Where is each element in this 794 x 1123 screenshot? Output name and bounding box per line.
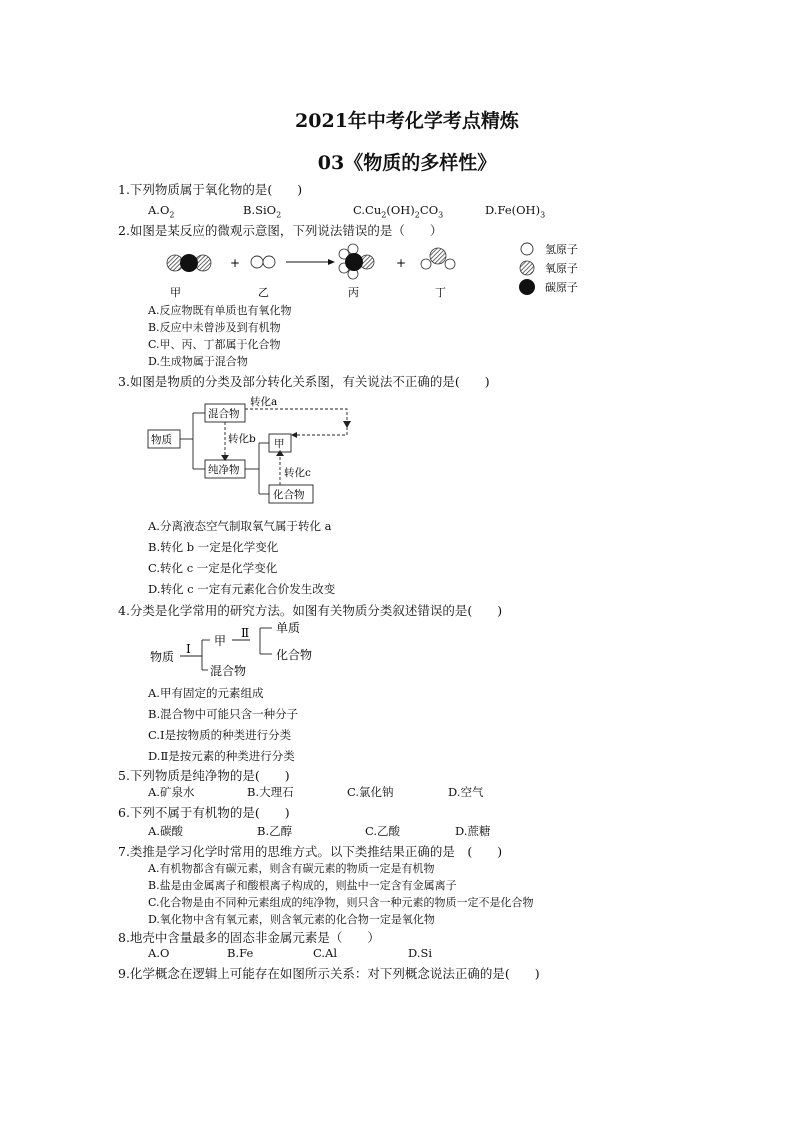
question-8-stem: 8.地壳中含量最多的固态非金属元素是（ ） bbox=[118, 930, 380, 945]
label-yi: 乙 bbox=[258, 286, 269, 299]
q4-option-d: D.Ⅱ是按元素的种类进行分类 bbox=[148, 749, 295, 763]
question-9-stem: 9.化学概念在逻辑上可能存在如图所示关系：对下列概念说法正确的是( ) bbox=[118, 966, 540, 981]
page-title: 2021年中考化学考点精炼 bbox=[295, 110, 519, 132]
q5-option-a: A.矿泉水 bbox=[148, 785, 195, 799]
box-mixture: 混合物 bbox=[208, 408, 240, 420]
q1-option-b: B.SiO$_2$ bbox=[243, 203, 282, 220]
q6-option-b: B.乙醇 bbox=[257, 824, 293, 838]
q3-option-c: C.转化 c 一定是化学变化 bbox=[148, 561, 278, 575]
q8-option-a: A.O bbox=[148, 946, 170, 960]
q5-option-c: C.氯化钠 bbox=[347, 785, 394, 799]
q6-option-d: D.蔗糖 bbox=[455, 824, 491, 838]
q8-option-b: B.Fe bbox=[227, 946, 254, 960]
label-bing: 丙 bbox=[348, 286, 359, 299]
molecule-ding bbox=[421, 248, 455, 269]
question-3-stem: 3.如图是物质的分类及部分转化关系图，有关说法不正确的是( ) bbox=[118, 374, 490, 389]
box-jia: 甲 bbox=[274, 438, 285, 450]
tree-label-ii: Ⅱ bbox=[241, 626, 250, 640]
q2-option-b: B.反应中未曾涉及到有机物 bbox=[148, 321, 281, 334]
tree-mixture: 混合物 bbox=[210, 664, 247, 678]
molecule-jia bbox=[167, 254, 211, 272]
q2-option-c: C.甲、丙、丁都属于化合物 bbox=[148, 338, 281, 351]
box-compound: 化合物 bbox=[273, 489, 305, 501]
reaction-arrow bbox=[328, 259, 335, 265]
oxygen-legend-icon bbox=[520, 261, 534, 275]
hydrogen-legend-icon bbox=[521, 243, 533, 255]
question-5-stem: 5.下列物质是纯净物的是( ) bbox=[118, 768, 290, 783]
classification-conversion-diagram bbox=[145, 392, 375, 512]
molecule-bing bbox=[339, 244, 374, 279]
plus-sign: + bbox=[230, 256, 241, 270]
q3-option-d: D.转化 c 一定有元素化合价发生改变 bbox=[148, 582, 336, 596]
plus-sign: + bbox=[396, 256, 407, 270]
q7-option-a: A.有机物都含有碳元素，则含有碳元素的物质一定是有机物 bbox=[148, 862, 435, 875]
q8-option-c: C.Al bbox=[313, 946, 338, 960]
q1-option-a: $A.O_2$ bbox=[148, 203, 175, 220]
q8-option-d: D.Si bbox=[408, 946, 433, 960]
q7-option-d: D.氧化物中含有氧元素，则含氧元素的化合物一定是氧化物 bbox=[148, 913, 435, 926]
q3-option-b: B.转化 b 一定是化学变化 bbox=[148, 540, 279, 554]
q4-option-b: B.混合物中可能只含一种分子 bbox=[148, 707, 299, 721]
q6-option-a: A.碳酸 bbox=[148, 824, 183, 838]
tree-element: 单质 bbox=[276, 621, 301, 635]
question-6-stem: 6.下列不属于有机物的是( ) bbox=[118, 805, 290, 820]
q5-option-b: B.大理石 bbox=[247, 785, 294, 799]
reaction-micro-diagram bbox=[150, 238, 610, 300]
page-subtitle: 03《物质的多样性》 bbox=[317, 152, 497, 174]
carbon-legend-icon bbox=[519, 279, 535, 295]
q2-option-a: A.反应物既有单质也有氧化物 bbox=[148, 304, 292, 317]
q5-option-d: D.空气 bbox=[448, 785, 484, 799]
tree-jia: 甲 bbox=[214, 634, 227, 648]
q3-option-a: A.分离液态空气制取氧气属于转化 a bbox=[148, 519, 332, 533]
q2-option-d: D.生成物属于混合物 bbox=[148, 355, 248, 368]
tree-compound: 化合物 bbox=[276, 648, 313, 662]
q4-option-c: C.Ⅰ是按物质的种类进行分类 bbox=[148, 728, 292, 742]
legend-hydrogen: 氢原子 bbox=[545, 243, 578, 256]
label-conversion-a: 转化a bbox=[250, 396, 278, 408]
question-2-stem: 2.如图是某反应的微观示意图，下列说法错误的是（ ） bbox=[118, 223, 443, 238]
matter-classification-tree bbox=[148, 618, 338, 680]
q7-option-b: B.盐是由金属离子和酸根离子构成的，则盐中一定含有金属离子 bbox=[148, 879, 457, 892]
question-1-stem: 1.下列物质属于氧化物的是( ) bbox=[118, 182, 303, 197]
question-7-stem: 7.类推是学习化学时常用的思维方式。以下类推结果正确的是 ( ) bbox=[118, 844, 503, 859]
q7-option-c: C.化合物是由不同种元素组成的纯净物，则只含一种元素的物质一定不是化合物 bbox=[148, 896, 534, 909]
legend-carbon: 碳原子 bbox=[545, 281, 578, 294]
box-matter: 物质 bbox=[151, 434, 172, 446]
label-conversion-b: 转化b bbox=[228, 433, 256, 445]
label-ding: 丁 bbox=[435, 286, 446, 299]
question-4-stem: 4.分类是化学常用的研究方法。如图有关物质分类叙述错误的是( ) bbox=[118, 603, 503, 618]
q6-option-c: C.乙酸 bbox=[365, 824, 401, 838]
q1-option-d: $D.Fe(OH)_3$ bbox=[485, 203, 546, 220]
molecule-yi bbox=[251, 256, 275, 268]
tree-label-i: Ⅰ bbox=[186, 642, 191, 656]
q1-option-c: $C.Cu_2(OH)_2CO_3$ bbox=[353, 203, 444, 220]
label-jia: 甲 bbox=[170, 286, 181, 299]
label-conversion-c: 转化c bbox=[284, 467, 311, 479]
tree-matter: 物质 bbox=[150, 650, 175, 664]
legend-oxygen: 氧原子 bbox=[545, 262, 578, 275]
box-pure: 纯净物 bbox=[208, 464, 240, 476]
q4-option-a: A.甲有固定的元素组成 bbox=[148, 686, 264, 700]
